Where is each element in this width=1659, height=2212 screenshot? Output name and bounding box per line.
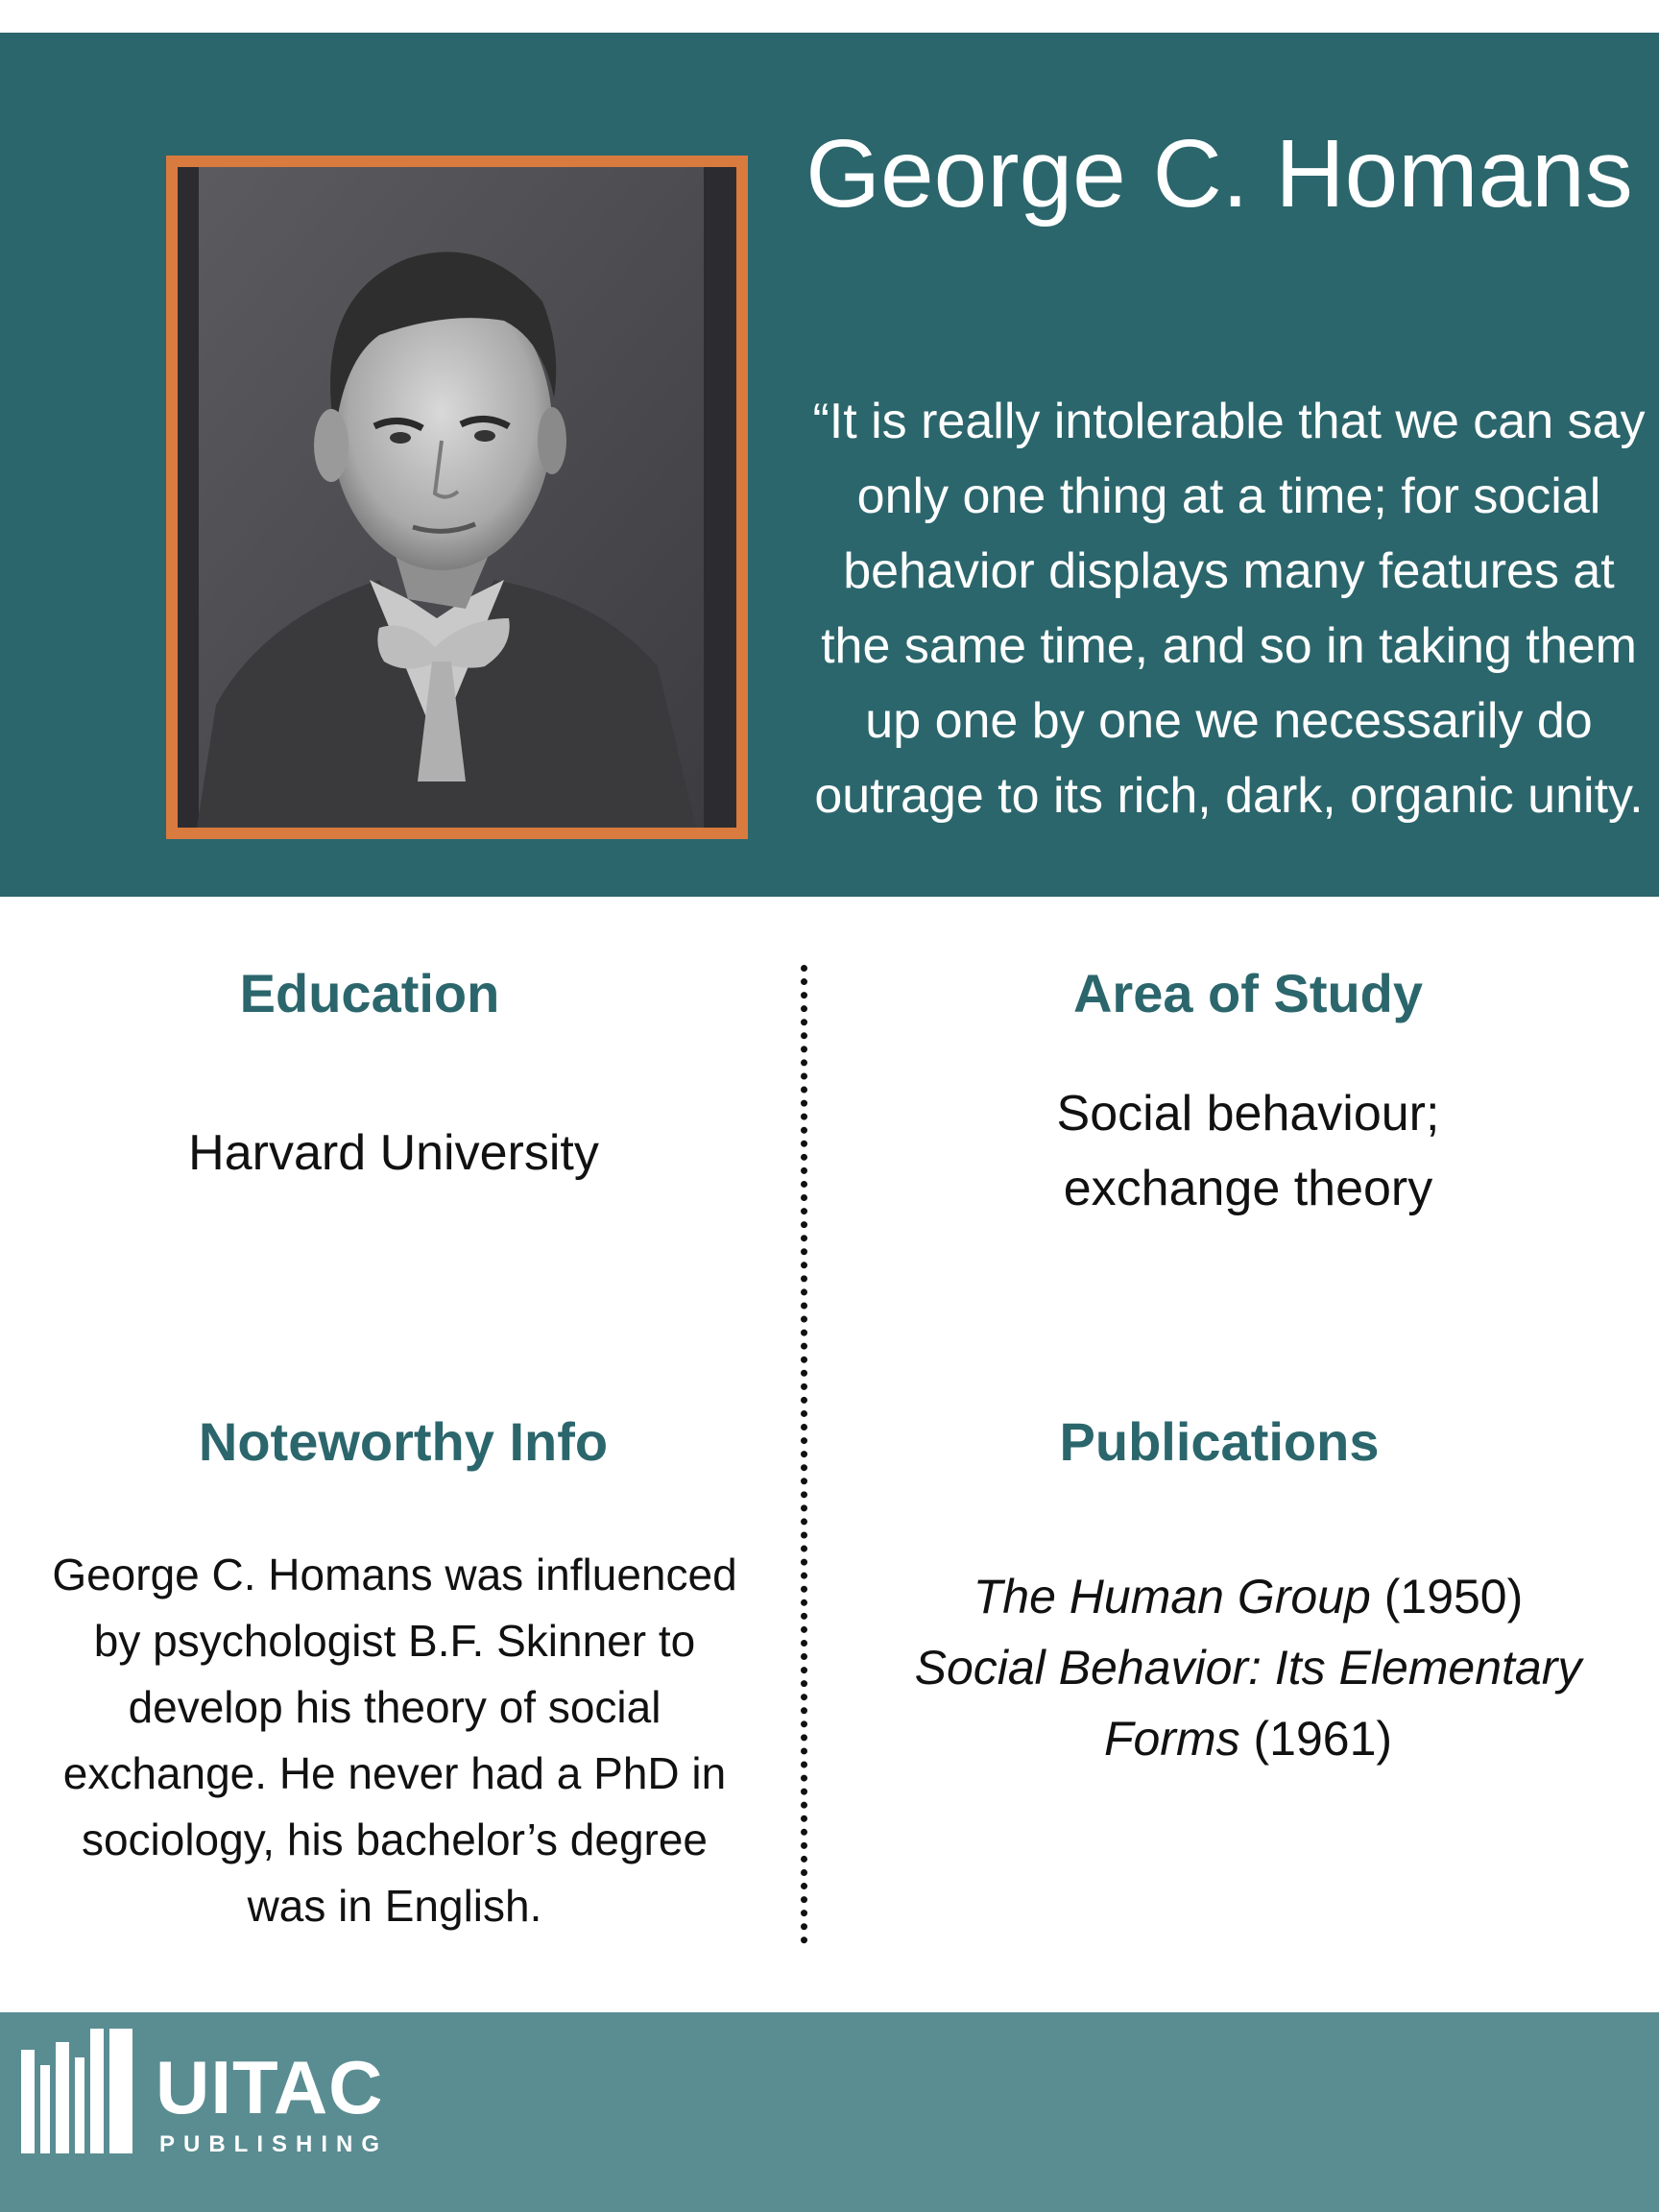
publications-list [864, 1561, 1632, 1774]
publication-item [864, 1632, 1632, 1774]
publication-title: The Human Group [973, 1570, 1371, 1623]
publication-title: Social Behavior: Its Elementary Forms [914, 1641, 1582, 1766]
publication-item [864, 1561, 1632, 1632]
header-banner [0, 33, 1659, 897]
area-of-study-line: exchange theory [1063, 1161, 1433, 1216]
publication-year: (1950) [1383, 1570, 1524, 1623]
portrait-photo [166, 156, 748, 839]
noteworthy-heading: Noteworthy Info [198, 1411, 609, 1472]
education-heading: Education [239, 963, 500, 1023]
quote-text: “It is really intolerable that we can say only one thing at a time; for social behavior displays many features at the same time, and so in taking them up one by one we necessarily do outrage to its rich, dark, organic unity. [812, 394, 1646, 824]
logo-subtitle: PUBLISHING [159, 2131, 389, 2157]
publications-heading: Publications [1059, 1411, 1380, 1472]
footer-banner [0, 2012, 1659, 2212]
area-of-study-text [883, 1076, 1613, 1226]
uitac-logo-icon [21, 2029, 136, 2153]
person-name: George C. Homans [805, 120, 1633, 228]
portrait-image [178, 167, 736, 828]
education-text: Harvard University [188, 1125, 599, 1181]
column-divider [801, 965, 807, 1944]
noteworthy-text: George C. Homans was influenced by psychologist B.F. Skinner to develop his theory of social exchange. He never had a PhD in sociology, his bachelor’s degree was in English. [52, 1550, 737, 1931]
publication-year: (1961) [1253, 1712, 1393, 1766]
area-of-study-line: Social behaviour; [1056, 1086, 1440, 1142]
area-of-study-heading: Area of Study [1072, 963, 1424, 1023]
logo-wordmark: UITAC [156, 2045, 384, 2129]
